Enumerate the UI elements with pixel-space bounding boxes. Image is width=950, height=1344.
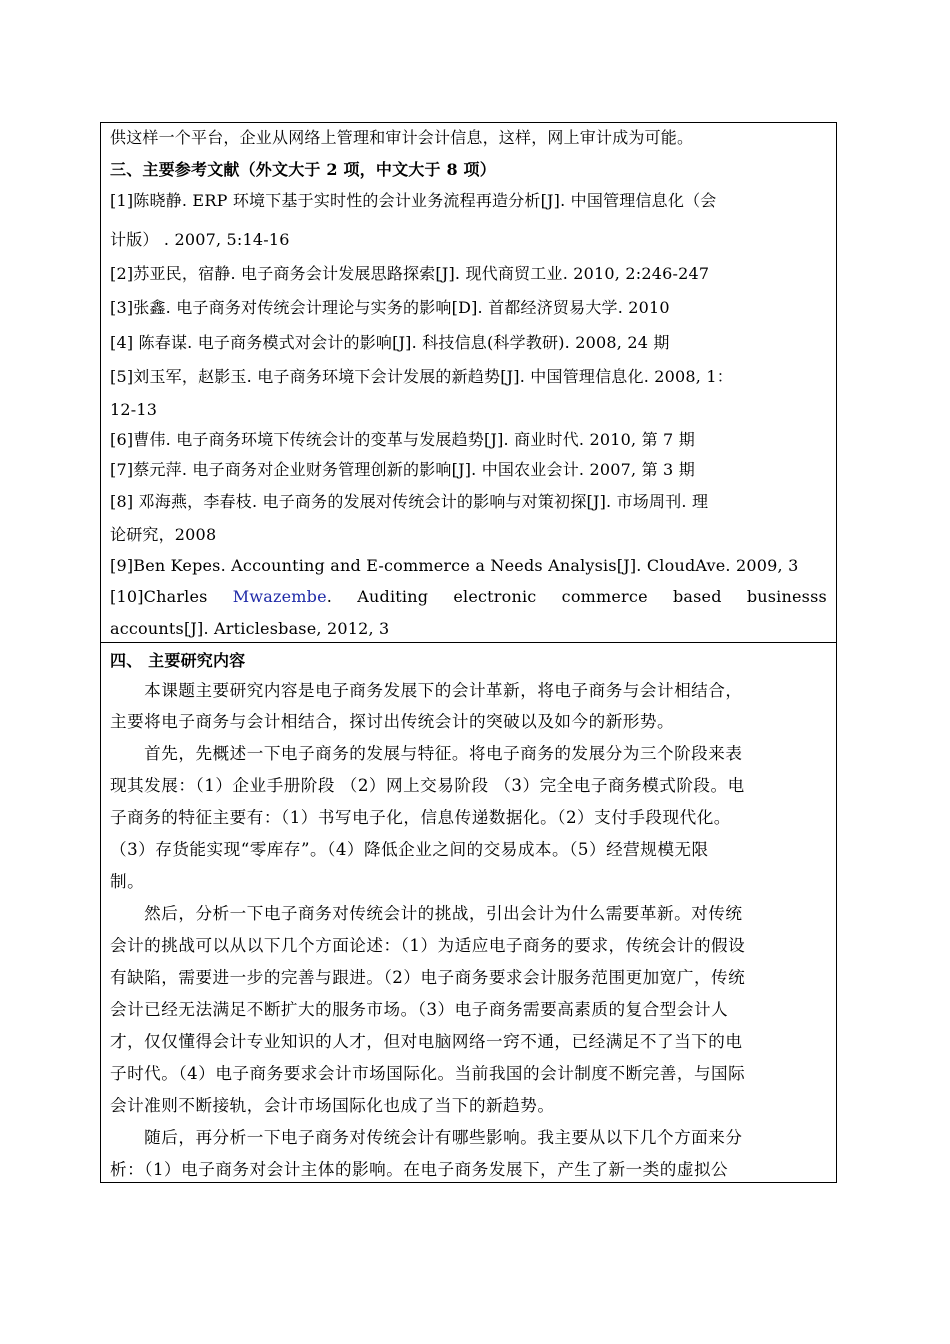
paragraph-line: 会计已经无法满足不断扩大的服务市场。（3）电子商务需要高素质的复合型会计人 xyxy=(110,1000,729,1019)
paragraph-line: 才，仅仅懂得会计专业知识的人才，但对电脑网络一窍不通，已经满足不了当下的电 xyxy=(110,1032,743,1051)
ref10-word: . xyxy=(326,587,333,606)
paragraph-line: 现其发展：（1）企业手册阶段 （2）网上交易阶段 （3）完全电子商务模式阶段。电 xyxy=(110,776,745,795)
reference-item: [7]蔡元萍. 电子商务对企业财务管理创新的影响[J]. 中国农业会计. 2007, 第 3 期 xyxy=(110,460,695,479)
ref10-word: commerce xyxy=(561,587,648,606)
ref10-word: Auditing xyxy=(357,587,429,606)
reference-item: [9]Ben Kepes. Accounting and E-commerce a Needs Analysis[J]. CloudAve. 2009, 3 xyxy=(110,556,799,575)
paragraph-line: 制。 xyxy=(110,872,145,891)
paragraph-line: 析：（1）电子商务对会计主体的影响。在电子商务发展下，产生了新一类的虚拟公 xyxy=(110,1160,729,1179)
paragraph-line: 有缺陷，需要进一步的完善与跟进。（2）电子商务要求会计服务范围更加宽广，传统 xyxy=(110,968,746,987)
reference-item-10 xyxy=(110,586,827,608)
reference-item: [3]张鑫. 电子商务对传统会计理论与实务的影响[D]. 首都经济贸易大学. 2010 xyxy=(110,298,670,317)
paragraph-line: （3）存货能实现“零库存”。（4）降低企业之间的交易成本。（5）经营规模无限 xyxy=(110,840,709,859)
reference-item: [8] 邓海燕，李春枝. 电子商务的发展对传统会计的影响与对策初探[J]. 市场周刊. 理 xyxy=(110,492,709,511)
reference-item: [2]苏亚民，宿静. 电子商务会计发展思路探索[J]. 现代商贸工业. 2010, 2:246-247 xyxy=(110,264,710,283)
reference-item: [4] 陈春谋. 电子商务模式对会计的影响[J]. 科技信息(科学教研). 2008, 24 期 xyxy=(110,333,670,352)
references-section xyxy=(100,122,837,643)
paragraph-line: 本课题主要研究内容是电子商务发展下的会计革新，将电子商务与会计相结合， xyxy=(110,681,743,700)
paragraph-line: 子商务的特征主要有：（1）书写电子化，信息传递数据化。（2）支付手段现代化。 xyxy=(110,808,731,827)
ref10-word: businesss xyxy=(746,587,827,606)
paragraph-line: 然后，分析一下电子商务对传统会计的挑战，引出会计为什么需要革新。对传统 xyxy=(110,904,743,923)
paragraph-line: 首先，先概述一下电子商务的发展与特征。将电子商务的发展分为三个阶段来表 xyxy=(110,744,743,763)
reference-item: [1]陈晓静. ERP 环境下基于实时性的会计业务流程再造分析[J]. 中国管理信息化（会 xyxy=(110,191,717,210)
reference-item: accounts[J]. Articlesbase, 2012, 3 xyxy=(110,619,390,638)
author-link[interactable]: Mwazembe xyxy=(232,587,327,606)
paragraph-line: 会计的挑战可以从以下几个方面论述：（1）为适应电子商务的要求，传统会计的假设 xyxy=(110,936,746,955)
ref10-word: based xyxy=(672,587,722,606)
research-heading: 四、 主要研究内容 xyxy=(110,651,246,670)
paragraph-line: 会计准则不断接轨，会计市场国际化也成了当下的新趋势。 xyxy=(110,1096,555,1115)
paragraph-line: 随后，再分析一下电子商务对传统会计有哪些影响。我主要从以下几个方面来分 xyxy=(110,1128,743,1147)
reference-item: 12-13 xyxy=(110,400,158,419)
ref10-word: [10]Charles xyxy=(110,587,208,606)
ref10-word: electronic xyxy=(453,587,537,606)
references-heading: 三、主要参考文献（外文大于 2 项，中文大于 8 项） xyxy=(110,160,496,179)
reference-item: 论研究，2008 xyxy=(110,525,217,544)
paragraph-line: 主要将电子商务与会计相结合，探讨出传统会计的突破以及如今的新形势。 xyxy=(110,712,675,731)
reference-item: [5]刘玉军，赵影玉. 电子商务环境下会计发展的新趋势[J]. 中国管理信息化. 2008, 1： xyxy=(110,367,733,386)
continuation-text: 供这样一个平台，企业从网络上管理和审计会计信息，这样，网上审计成为可能。 xyxy=(110,128,694,147)
paragraph-line: 子时代。（4）电子商务要求会计市场国际化。当前我国的会计制度不断完善，与国际 xyxy=(110,1064,746,1083)
reference-item: 计版） . 2007, 5:14-16 xyxy=(110,230,290,249)
reference-item: [6]曹伟. 电子商务环境下传统会计的变革与发展趋势[J]. 商业时代. 2010, 第 7 期 xyxy=(110,430,695,449)
research-content-section xyxy=(100,643,837,1183)
